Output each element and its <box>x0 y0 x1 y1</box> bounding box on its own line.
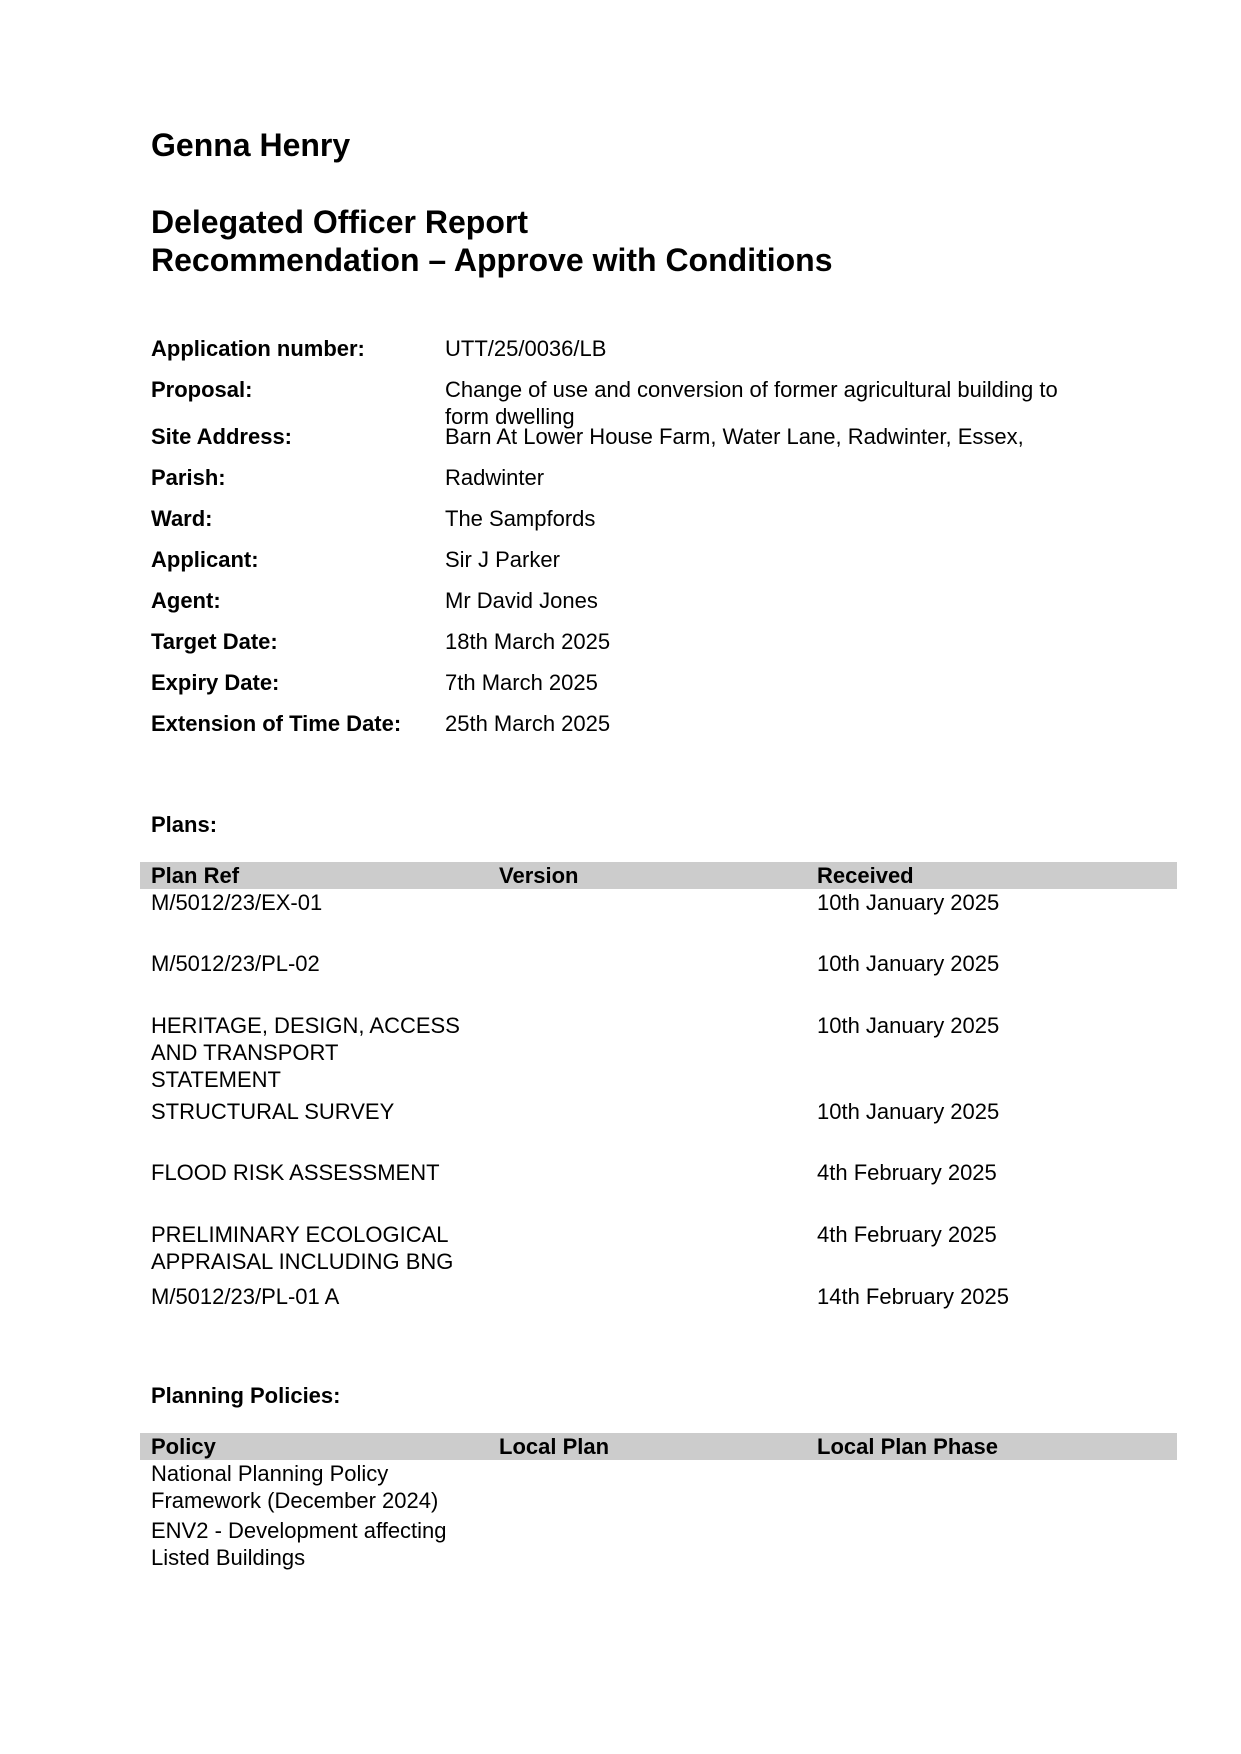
detail-parish <box>151 464 1131 505</box>
detail-label: Expiry Date: <box>151 670 280 695</box>
detail-applicant <box>151 546 1131 587</box>
detail-application-number <box>151 335 1131 376</box>
detail-site-address <box>151 423 1131 464</box>
plan-ref: HERITAGE, DESIGN, ACCESS AND TRANSPORT STATEMENT <box>151 1013 460 1092</box>
plan-ref: M/5012/23/EX-01 <box>151 890 323 915</box>
detail-value: Mr David Jones <box>445 588 598 613</box>
column-header-local-plan: Local Plan <box>499 1434 610 1459</box>
table-row <box>140 1221 1177 1283</box>
detail-value: Barn At Lower House Farm, Water Lane, Radwinter, Essex, <box>445 424 1024 449</box>
detail-value: UTT/25/0036/LB <box>445 336 607 361</box>
detail-value: Radwinter <box>445 465 545 490</box>
detail-proposal <box>151 376 1131 429</box>
detail-label: Extension of Time Date: <box>151 711 402 736</box>
detail-label: Parish: <box>151 465 226 490</box>
plan-ref: PRELIMINARY ECOLOGICAL APPRAISAL INCLUDING BNG <box>151 1222 454 1274</box>
report-title-line-1: Delegated Officer Report <box>151 204 528 240</box>
detail-target-date <box>151 628 1131 669</box>
plan-received: 10th January 2025 <box>817 1013 1000 1038</box>
column-header-received: Received <box>817 863 914 888</box>
policy-name: ENV2 - Development affecting Listed Buildings <box>151 1518 447 1570</box>
policies-heading: Planning Policies: <box>151 1383 341 1408</box>
table-row <box>140 889 1177 950</box>
plan-received: 10th January 2025 <box>817 1099 1000 1124</box>
detail-label: Agent: <box>151 588 221 613</box>
column-header-plan-ref: Plan Ref <box>151 863 240 888</box>
plan-received: 10th January 2025 <box>817 951 1000 976</box>
detail-label: Target Date: <box>151 629 278 654</box>
detail-label: Application number: <box>151 336 365 361</box>
table-row <box>140 1460 1177 1517</box>
column-header-version: Version <box>499 863 579 888</box>
officer-name: Genna Henry <box>151 127 351 163</box>
report-title <box>151 203 833 279</box>
detail-value: 18th March 2025 <box>445 629 611 654</box>
column-header-policy: Policy <box>151 1434 216 1459</box>
plan-ref: M/5012/23/PL-02 <box>151 951 320 976</box>
table-row <box>140 1159 1177 1221</box>
policies-table-header <box>140 1433 1177 1460</box>
column-header-local-plan-phase: Local Plan Phase <box>817 1434 998 1459</box>
detail-agent <box>151 587 1131 628</box>
detail-value: Sir J Parker <box>445 547 560 572</box>
plan-received: 4th February 2025 <box>817 1160 997 1185</box>
table-row <box>140 1012 1177 1098</box>
detail-expiry-date <box>151 669 1131 710</box>
report-recommendation: Recommendation – Approve with Conditions <box>151 242 833 278</box>
detail-value: The Sampfords <box>445 506 596 531</box>
table-row <box>140 1098 1177 1159</box>
detail-value: Change of use and conversion of former agricultural building to form dwelling <box>445 377 1058 429</box>
plans-table <box>140 862 1177 1313</box>
plans-table-header <box>140 862 1177 889</box>
plan-received: 14th February 2025 <box>817 1284 1010 1309</box>
detail-value: 25th March 2025 <box>445 711 611 736</box>
plan-received: 10th January 2025 <box>817 890 1000 915</box>
table-row <box>140 1283 1177 1313</box>
detail-label: Site Address: <box>151 424 293 449</box>
detail-label: Proposal: <box>151 377 253 402</box>
detail-extension-date <box>151 710 1131 751</box>
table-row <box>140 1517 1177 1574</box>
plan-ref: FLOOD RISK ASSESSMENT <box>151 1160 440 1185</box>
plan-ref: M/5012/23/PL-01 A <box>151 1284 340 1309</box>
plans-heading: Plans: <box>151 812 218 837</box>
plan-received: 4th February 2025 <box>817 1222 997 1247</box>
detail-value: 7th March 2025 <box>445 670 598 695</box>
policy-name: National Planning Policy Framework (December 2024) <box>151 1461 439 1513</box>
detail-label: Ward: <box>151 506 213 531</box>
detail-label: Applicant: <box>151 547 259 572</box>
detail-ward <box>151 505 1131 546</box>
table-row <box>140 950 1177 1012</box>
policies-table <box>140 1433 1177 1574</box>
application-details <box>151 335 1131 751</box>
plan-ref: STRUCTURAL SURVEY <box>151 1099 395 1124</box>
